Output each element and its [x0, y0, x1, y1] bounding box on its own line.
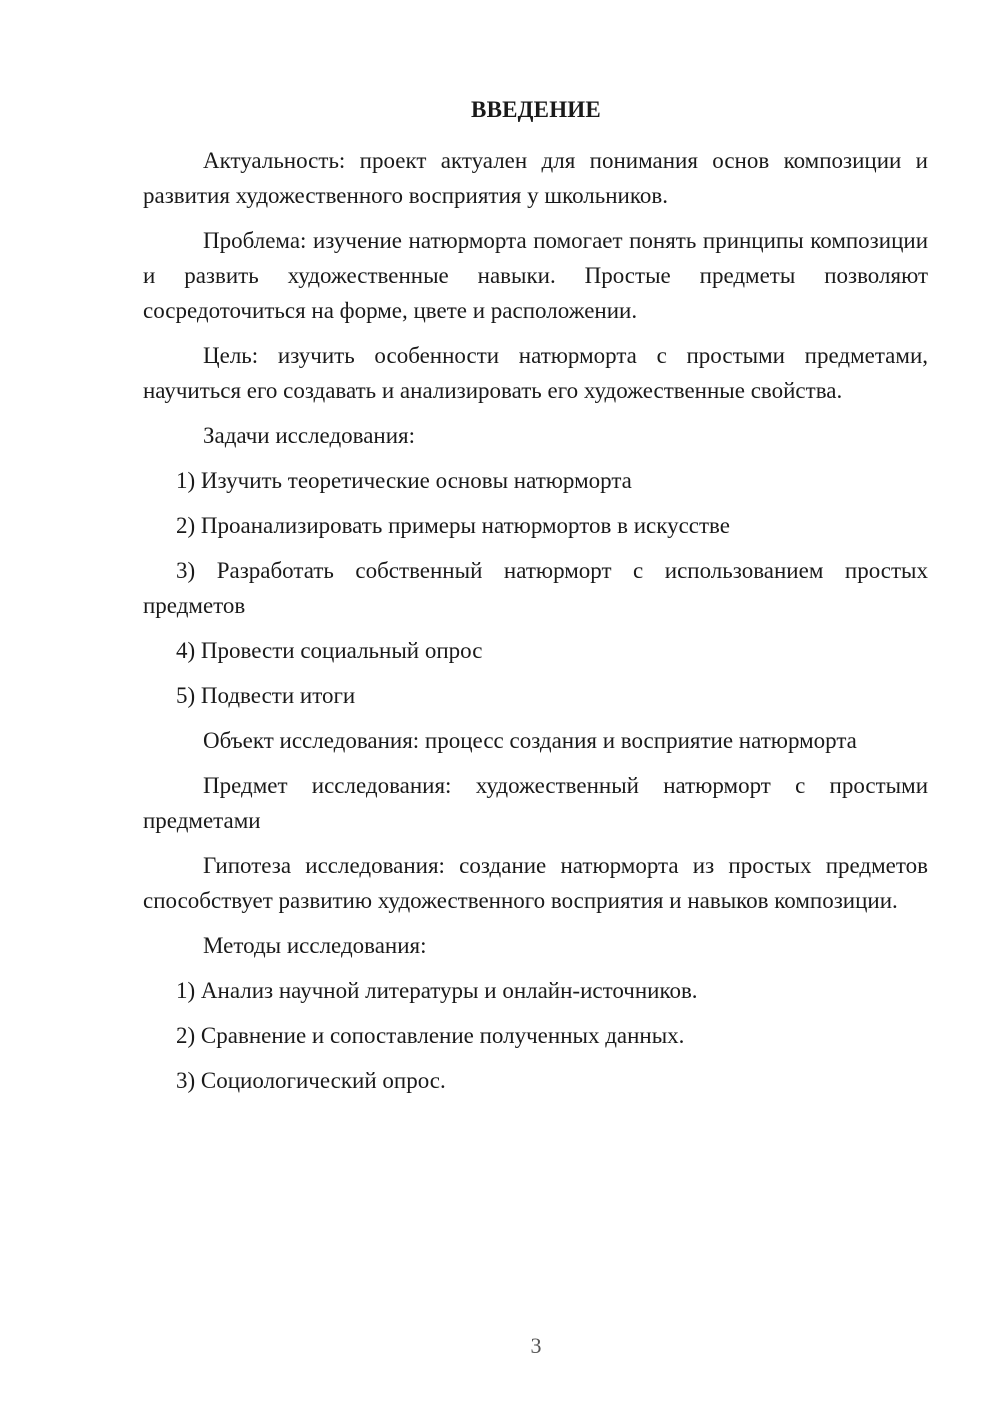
- paragraph-subject: Предмет исследования: художественный натюрморт с простыми предметами: [143, 773, 928, 833]
- paragraph-problem: Проблема: изучение натюрморта помогает понять принципы композиции и развить художественные навыки. Простые предметы позволяют сосредоточиться на форме, цвете и расположении.: [143, 228, 928, 323]
- paragraph-relevance: Актуальность: проект актуален для понимания основ композиции и развития художественного восприятия у школьников.: [143, 148, 928, 208]
- list-item-task-4: 4) Провести социальный опрос: [176, 638, 483, 663]
- list-item-method-1: 1) Анализ научной литературы и онлайн-источников.: [176, 978, 698, 1003]
- paragraph-goal: Цель: изучить особенности натюрморта с простыми предметами, научиться его создавать и анализировать его художественные свойства.: [143, 343, 928, 403]
- paragraph-hypothesis: Гипотеза исследования: создание натюрморта из простых предметов способствует развитию художественного восприятия и навыков композиции.: [143, 853, 928, 913]
- list-item-task-2: 2) Проанализировать примеры натюрмортов в искусстве: [176, 513, 730, 538]
- body-text: [143, 143, 928, 1108]
- paragraph-methods-title: Методы исследования:: [203, 933, 427, 958]
- list-item-task-3: 3) Разработать собственный натюрморт с использованием простых предметов: [143, 558, 928, 618]
- paragraph-tasks-title: Задачи исследования:: [203, 423, 416, 448]
- list-item-method-2: 2) Сравнение и сопоставление полученных данных.: [176, 1023, 685, 1048]
- page-number: 3: [530, 1333, 542, 1358]
- section-heading: ВВЕДЕНИЕ: [471, 97, 601, 122]
- list-item-task-1: 1) Изучить теоретические основы натюрморта: [176, 468, 632, 493]
- list-item-task-5: 5) Подвести итоги: [176, 683, 356, 708]
- list-item-method-3: 3) Социологический опрос.: [176, 1068, 446, 1093]
- paragraph-object: Объект исследования: процесс создания и восприятие натюрморта: [203, 728, 857, 753]
